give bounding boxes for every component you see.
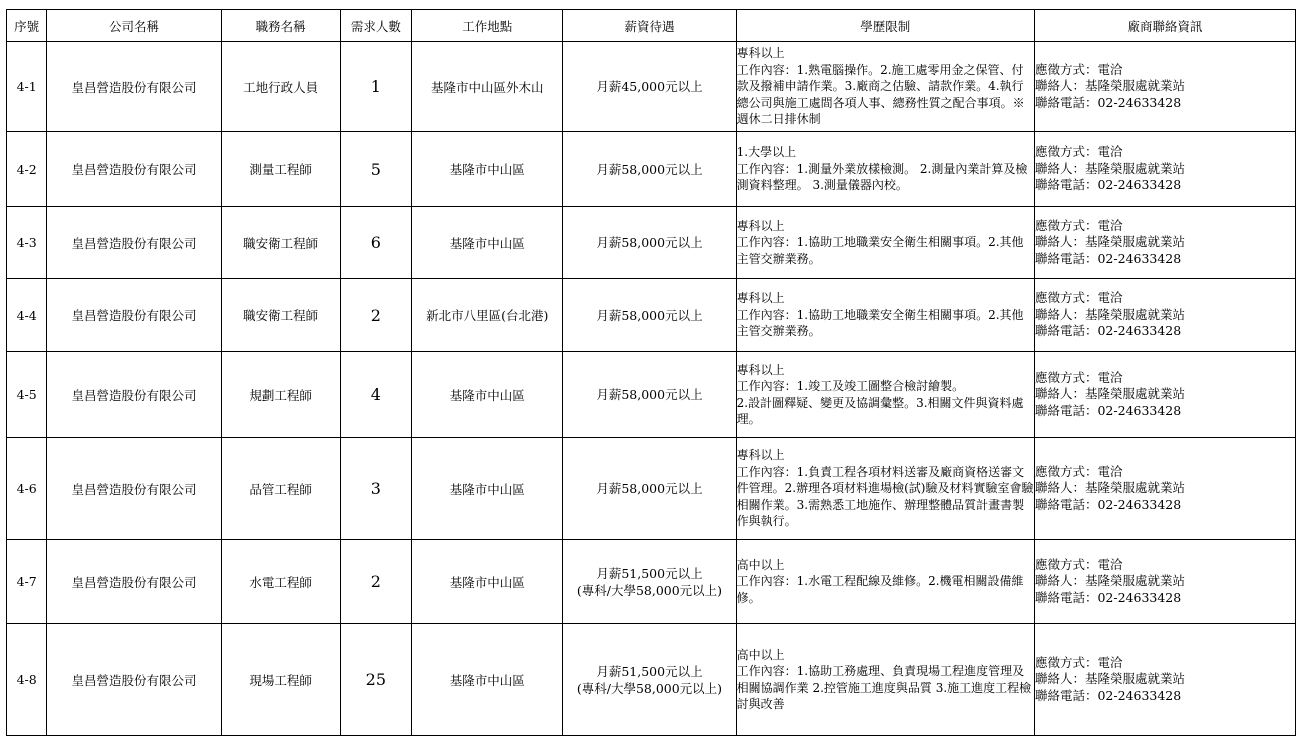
contact-line: 聯絡電話：02-24633428 (1034, 589, 1182, 605)
company-cell: 皇昌營造股份有限公司 (47, 207, 221, 279)
education-requirements-cell (736, 540, 1034, 624)
headcount-cell: 25 (340, 624, 412, 736)
contact-line: 聯絡人：基隆榮服處就業站 (1034, 234, 1185, 250)
table-row (7, 42, 1296, 132)
job-title-cell: 水電工程師 (221, 540, 340, 624)
contact-line: 聯絡人：基隆榮服處就業站 (1034, 671, 1185, 687)
education-requirements-cell (736, 42, 1034, 132)
req-line: 1.大學以上 (736, 145, 797, 160)
contact-info-cell (1034, 352, 1295, 438)
salary-line: 月薪58,000元以上 (596, 235, 703, 250)
contact-line: 聯絡電話：02-24633428 (1034, 687, 1182, 703)
location-cell: 基隆市中山區 (412, 540, 563, 624)
salary-line: 月薪45,000元以上 (596, 79, 703, 94)
req-line: 專科以上 (736, 218, 785, 233)
headcount-cell: 2 (340, 279, 412, 352)
salary-line: (專科/大學58,000元以上) (576, 680, 723, 696)
salary-line: 月薪58,000元以上 (596, 161, 703, 177)
serial-cell: 4-3 (7, 207, 47, 279)
header-headcount: 需求人數 (340, 10, 412, 42)
req-line: 專科以上 (736, 46, 785, 61)
contact-line: 聯絡人：基隆榮服處就業站 (1034, 306, 1185, 322)
job-title-cell: 現場工程師 (221, 624, 340, 736)
headcount-cell: 1 (340, 42, 412, 132)
contact-line: 聯絡電話：02-24633428 (1034, 94, 1182, 110)
company-cell: 皇昌營造股份有限公司 (47, 42, 221, 132)
req-line: 工作內容：1.協助工務處理、負責現場工程進度管理及相關協調作業 2.控管施工進度與品質 3.施工進度工程檢討與改善 (736, 664, 1032, 711)
serial-cell: 4-1 (7, 42, 47, 132)
contact-line: 應徵方式：電洽 (1034, 61, 1123, 77)
education-requirements-cell (736, 624, 1034, 736)
education-requirements-cell (736, 438, 1034, 540)
contact-line: 聯絡電話：02-24633428 (1034, 250, 1182, 266)
location-cell: 基隆市中山區 (412, 438, 563, 540)
salary-line: 月薪58,000元以上 (596, 307, 703, 323)
contact-line: 應徵方式：電洽 (1034, 144, 1123, 160)
salary-cell (563, 540, 736, 624)
location-cell: 基隆市中山區 (412, 624, 563, 736)
location-cell: 基隆市中山區 (412, 352, 563, 438)
company-cell: 皇昌營造股份有限公司 (47, 352, 221, 438)
salary-cell (563, 624, 736, 736)
headcount-cell: 3 (340, 438, 412, 540)
header-salary: 薪資待遇 (563, 10, 736, 42)
table-row (7, 352, 1296, 438)
job-title-cell: 工地行政人員 (221, 42, 340, 132)
header-contact: 廠商聯絡資訊 (1034, 10, 1295, 42)
req-line: 專科以上 (736, 362, 785, 377)
req-line: 工作內容：1.協助工地職業安全衛生相關事項。2.其他主管交辦業務。 (736, 307, 1024, 339)
contact-info-cell (1034, 132, 1295, 207)
table-row (7, 624, 1296, 736)
company-cell: 皇昌營造股份有限公司 (47, 279, 221, 352)
header-location: 工作地點 (412, 10, 563, 42)
contact-line: 應徵方式：電洽 (1034, 369, 1123, 385)
req-line: 高中以上 (736, 647, 785, 662)
headcount-cell: 2 (340, 540, 412, 624)
company-cell: 皇昌營造股份有限公司 (47, 132, 221, 207)
serial-cell: 4-7 (7, 540, 47, 624)
job-title-cell: 職安衛工程師 (221, 279, 340, 352)
education-requirements-cell (736, 207, 1034, 279)
salary-cell (563, 352, 736, 438)
serial-cell: 4-5 (7, 352, 47, 438)
contact-line: 聯絡人：基隆榮服處就業站 (1034, 386, 1185, 402)
job-title-cell: 職安衛工程師 (221, 207, 340, 279)
contact-info-cell (1034, 540, 1295, 624)
contact-line: 應徵方式：電洽 (1034, 654, 1123, 670)
serial-cell: 4-2 (7, 132, 47, 207)
header-company: 公司名稱 (47, 10, 221, 42)
headcount-cell: 5 (340, 132, 412, 207)
location-cell: 新北市八里區(台北港) (412, 279, 563, 352)
table-row (7, 438, 1296, 540)
req-line: 專科以上 (736, 448, 785, 463)
salary-cell (563, 438, 736, 540)
table-row (7, 132, 1296, 207)
contact-line: 應徵方式：電洽 (1034, 463, 1123, 479)
req-line: 工作內容：1.負責工程各項材料送審及廠商資格送審文件管理。2.辦理各項材料進場檢(試)驗及材料實驗室會驗相關作業。3.需熟悉工地施作、辦理整體品質計畫書製作與執行。 (736, 464, 1034, 529)
contact-info-cell (1034, 438, 1295, 540)
serial-cell: 4-6 (7, 438, 47, 540)
req-line: 高中以上 (736, 557, 785, 572)
serial-cell: 4-8 (7, 624, 47, 736)
contact-info-cell (1034, 624, 1295, 736)
table-header-row (7, 10, 1296, 42)
contact-line: 聯絡人：基隆榮服處就業站 (1034, 78, 1185, 94)
contact-line: 應徵方式：電洽 (1034, 556, 1123, 572)
education-requirements-cell (736, 132, 1034, 207)
company-cell: 皇昌營造股份有限公司 (47, 624, 221, 736)
salary-line: 月薪58,000元以上 (596, 481, 703, 496)
headcount-cell: 6 (340, 207, 412, 279)
req-line: 工作內容：1.熟電腦操作。2.施工處零用金之保管、付款及撥補申請作業。3.廠商之估驗、請款作業。4.執行總公司與施工處間各項人事、總務性質之配合事項。※週休二日排休制 (736, 62, 1025, 127)
contact-line: 聯絡人：基隆榮服處就業站 (1034, 480, 1185, 496)
salary-line: 月薪58,000元以上 (596, 387, 703, 402)
education-requirements-cell (736, 279, 1034, 352)
contact-info-cell (1034, 279, 1295, 352)
header-serial: 序號 (7, 10, 47, 42)
req-line: 工作內容：1.竣工及竣工圖整合檢討繪製。 (736, 379, 965, 393)
req-line: 專科以上 (736, 291, 785, 306)
contact-line: 應徵方式：電洽 (1034, 290, 1123, 306)
job-listing-table (6, 9, 1296, 736)
contact-line: 聯絡人：基隆榮服處就業站 (1034, 160, 1185, 176)
req-line: 工作內容：1.測量外業放樣檢測。 2.測量內業計算及檢測資料整理。 3.測量儀器內校。 (736, 161, 1028, 193)
job-title-cell: 規劃工程師 (221, 352, 340, 438)
education-requirements-cell (736, 352, 1034, 438)
contact-line: 聯絡人：基隆榮服處就業站 (1034, 573, 1185, 589)
contact-line: 應徵方式：電洽 (1034, 217, 1123, 233)
contact-info-cell (1034, 42, 1295, 132)
table-row (7, 279, 1296, 352)
company-cell: 皇昌營造股份有限公司 (47, 540, 221, 624)
company-cell: 皇昌營造股份有限公司 (47, 438, 221, 540)
salary-line: 月薪51,500元以上 (596, 663, 703, 679)
job-title-cell: 測量工程師 (221, 132, 340, 207)
header-job-title: 職務名稱 (221, 10, 340, 42)
table-row (7, 540, 1296, 624)
contact-line: 聯絡電話：02-24633428 (1034, 496, 1182, 512)
req-line: 工作內容：1.協助工地職業安全衛生相關事項。2.其他主管交辦業務。 (736, 235, 1024, 266)
salary-cell (563, 132, 736, 207)
salary-line: 月薪51,500元以上 (596, 565, 703, 581)
location-cell: 基隆市中山區 (412, 207, 563, 279)
contact-line: 聯絡電話：02-24633428 (1034, 402, 1182, 418)
contact-line: 聯絡電話：02-24633428 (1034, 323, 1182, 339)
location-cell: 基隆市中山區 (412, 132, 563, 207)
req-line: 工作內容：1.水電工程配線及維修。2.機電相關設備維修。 (736, 574, 1024, 605)
table-row (7, 207, 1296, 279)
req-line: 2.設計圖釋疑、變更及協調彙整。3.相關文件與資料處理。 (736, 395, 1024, 426)
location-cell: 基隆市中山區外木山 (412, 42, 563, 132)
serial-cell: 4-4 (7, 279, 47, 352)
salary-line: (專科/大學58,000元以上) (576, 582, 723, 598)
table-body (7, 42, 1296, 736)
headcount-cell: 4 (340, 352, 412, 438)
salary-cell (563, 207, 736, 279)
header-education: 學歷限制 (736, 10, 1034, 42)
contact-line: 聯絡電話：02-24633428 (1034, 177, 1182, 193)
salary-cell (563, 279, 736, 352)
job-title-cell: 品管工程師 (221, 438, 340, 540)
salary-cell (563, 42, 736, 132)
contact-info-cell (1034, 207, 1295, 279)
